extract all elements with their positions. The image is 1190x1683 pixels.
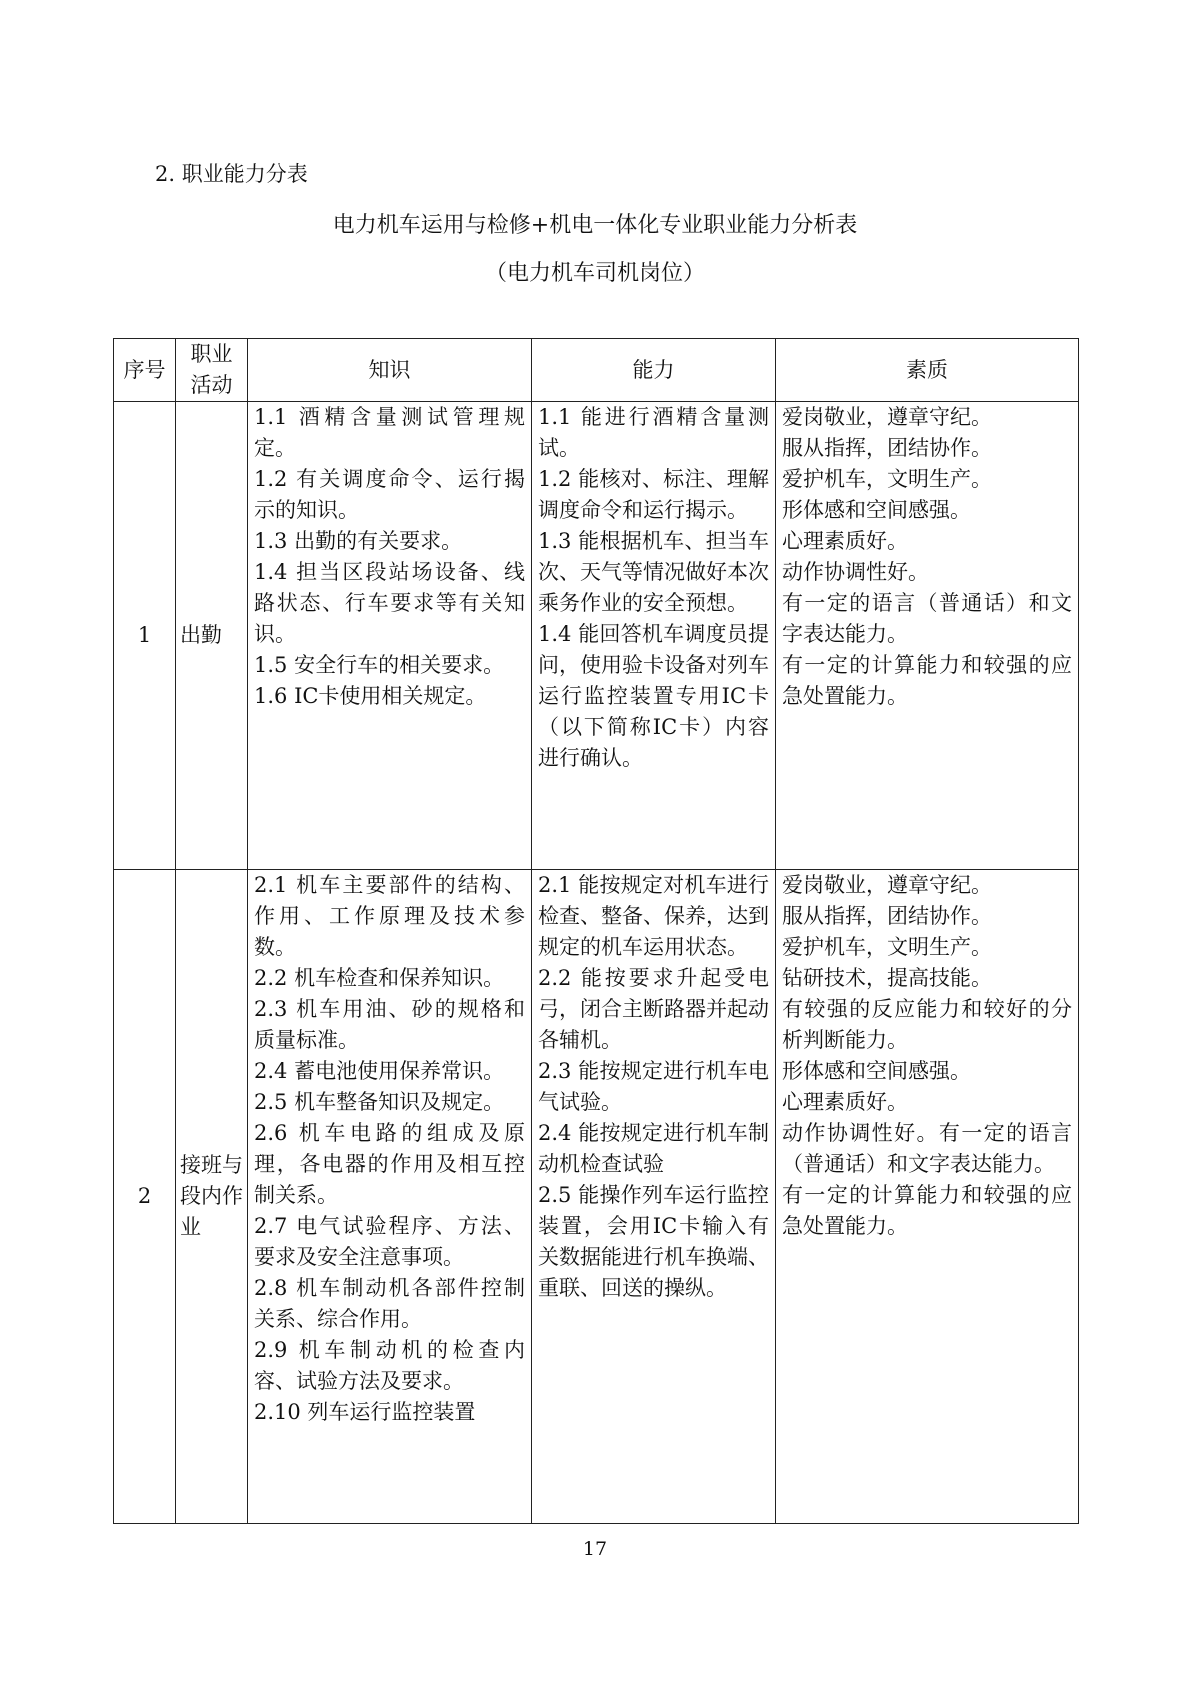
row-knowledge bbox=[248, 870, 532, 1524]
ability-item: 2.5 能操作列车运行监控装置，会用IC卡输入有关数据能进行机车换端、重联、回送的操纵。 bbox=[538, 1183, 769, 1300]
knowledge-item: 2.4 蓄电池使用保养常识。 bbox=[254, 1059, 505, 1083]
header-seq: 序号 bbox=[114, 339, 176, 402]
table-row bbox=[114, 402, 1079, 870]
row-ability bbox=[532, 402, 776, 870]
knowledge-item: 2.8 机车制动机各部件控制关系、综合作用。 bbox=[254, 1276, 525, 1331]
row-ability bbox=[532, 870, 776, 1524]
table-subtitle: （电力机车司机岗位） bbox=[484, 261, 705, 286]
table-header-row bbox=[114, 339, 1079, 402]
quality-item: 心理素质好。 bbox=[782, 529, 908, 553]
quality-item: 爱护机车，文明生产。 bbox=[782, 935, 992, 959]
header-activity-line1: 职业 bbox=[190, 342, 233, 366]
ability-item: 1.2 能核对、标注、理解调度命令和运行揭示。 bbox=[538, 467, 769, 522]
knowledge-item: 2.9 机车制动机的检查内容、试验方法及要求。 bbox=[254, 1338, 525, 1393]
quality-item: 爱岗敬业，遵章守纪。 bbox=[782, 405, 992, 429]
header-activity bbox=[176, 339, 248, 402]
knowledge-item: 2.1 机车主要部件的结构、作用、工作原理及技术参数。 bbox=[254, 873, 525, 959]
row-knowledge bbox=[248, 402, 532, 870]
quality-item: 服从指挥，团结协作。 bbox=[782, 436, 992, 460]
quality-item: 动作协调性好。 bbox=[782, 560, 929, 584]
table-title: 电力机车运用与检修+机电一体化专业职业能力分析表 bbox=[332, 213, 858, 238]
quality-item: 动作协调性好。有一定的语言（普通话）和文字表达能力。 bbox=[782, 1121, 1072, 1176]
quality-item: 有一定的计算能力和较强的应急处置能力。 bbox=[782, 1183, 1072, 1238]
knowledge-item: 2.5 机车整备知识及规定。 bbox=[254, 1090, 505, 1114]
row-seq: 1 bbox=[114, 402, 176, 870]
quality-item: 形体感和空间感强。 bbox=[782, 498, 971, 522]
row-activity: 接班与段内作业 bbox=[176, 870, 248, 1524]
section-title: 2. 职业能力分表 bbox=[155, 162, 308, 186]
quality-item: 有一定的语言（普通话）和文字表达能力。 bbox=[782, 591, 1072, 646]
quality-item: 形体感和空间感强。 bbox=[782, 1059, 971, 1083]
quality-item: 有一定的计算能力和较强的应急处置能力。 bbox=[782, 653, 1072, 708]
row-seq: 2 bbox=[114, 870, 176, 1524]
knowledge-item: 2.6 机车电路的组成及原理，各电器的作用及相互控制关系。 bbox=[254, 1121, 525, 1207]
page-number: 17 bbox=[582, 1538, 608, 1560]
quality-item: 爱护机车，文明生产。 bbox=[782, 467, 992, 491]
ability-item: 1.1 能进行酒精含量测试。 bbox=[538, 405, 769, 460]
knowledge-item: 2.10 列车运行监控装置 bbox=[254, 1400, 476, 1424]
header-knowledge: 知识 bbox=[248, 339, 532, 402]
header-activity-line2: 活动 bbox=[190, 373, 233, 397]
knowledge-item: 2.7 电气试验程序、方法、要求及安全注意事项。 bbox=[254, 1214, 525, 1269]
ability-item: 2.4 能按规定进行机车制动机检查试验 bbox=[538, 1121, 769, 1176]
knowledge-item: 2.2 机车检查和保养知识。 bbox=[254, 966, 505, 990]
ability-item: 1.3 能根据机车、担当车次、天气等情况做好本次乘务作业的安全预想。 bbox=[538, 529, 769, 615]
competency-table bbox=[113, 338, 1079, 1524]
knowledge-item: 1.1 酒精含量测试管理规定。 bbox=[254, 405, 525, 460]
quality-item: 有较强的反应能力和较好的分析判断能力。 bbox=[782, 997, 1072, 1052]
knowledge-item: 1.3 出勤的有关要求。 bbox=[254, 529, 463, 553]
header-ability: 能力 bbox=[532, 339, 776, 402]
knowledge-item: 1.4 担当区段站场设备、线路状态、行车要求等有关知识。 bbox=[254, 560, 525, 646]
quality-item: 钻研技术，提高技能。 bbox=[782, 966, 992, 990]
ability-item: 1.4 能回答机车调度员提问，使用验卡设备对列车运行监控装置专用IC卡（以下简称IC卡）内容进行确认。 bbox=[538, 622, 769, 770]
ability-item: 2.2 能按要求升起受电弓，闭合主断路器并起动各辅机。 bbox=[538, 966, 769, 1052]
row-activity: 出勤 bbox=[176, 402, 248, 870]
quality-item: 心理素质好。 bbox=[782, 1090, 908, 1114]
table-row bbox=[114, 870, 1079, 1524]
row-quality bbox=[776, 402, 1079, 870]
knowledge-item: 1.5 安全行车的相关要求。 bbox=[254, 653, 505, 677]
knowledge-item: 1.6 IC卡使用相关规定。 bbox=[254, 684, 487, 708]
knowledge-item: 2.3 机车用油、砂的规格和质量标准。 bbox=[254, 997, 525, 1052]
quality-item: 服从指挥，团结协作。 bbox=[782, 904, 992, 928]
row-quality bbox=[776, 870, 1079, 1524]
ability-item: 2.3 能按规定进行机车电气试验。 bbox=[538, 1059, 769, 1114]
ability-item: 2.1 能按规定对机车进行检查、整备、保养，达到规定的机车运用状态。 bbox=[538, 873, 769, 959]
quality-item: 爱岗敬业，遵章守纪。 bbox=[782, 873, 992, 897]
knowledge-item: 1.2 有关调度命令、运行揭示的知识。 bbox=[254, 467, 525, 522]
header-quality: 素质 bbox=[776, 339, 1079, 402]
